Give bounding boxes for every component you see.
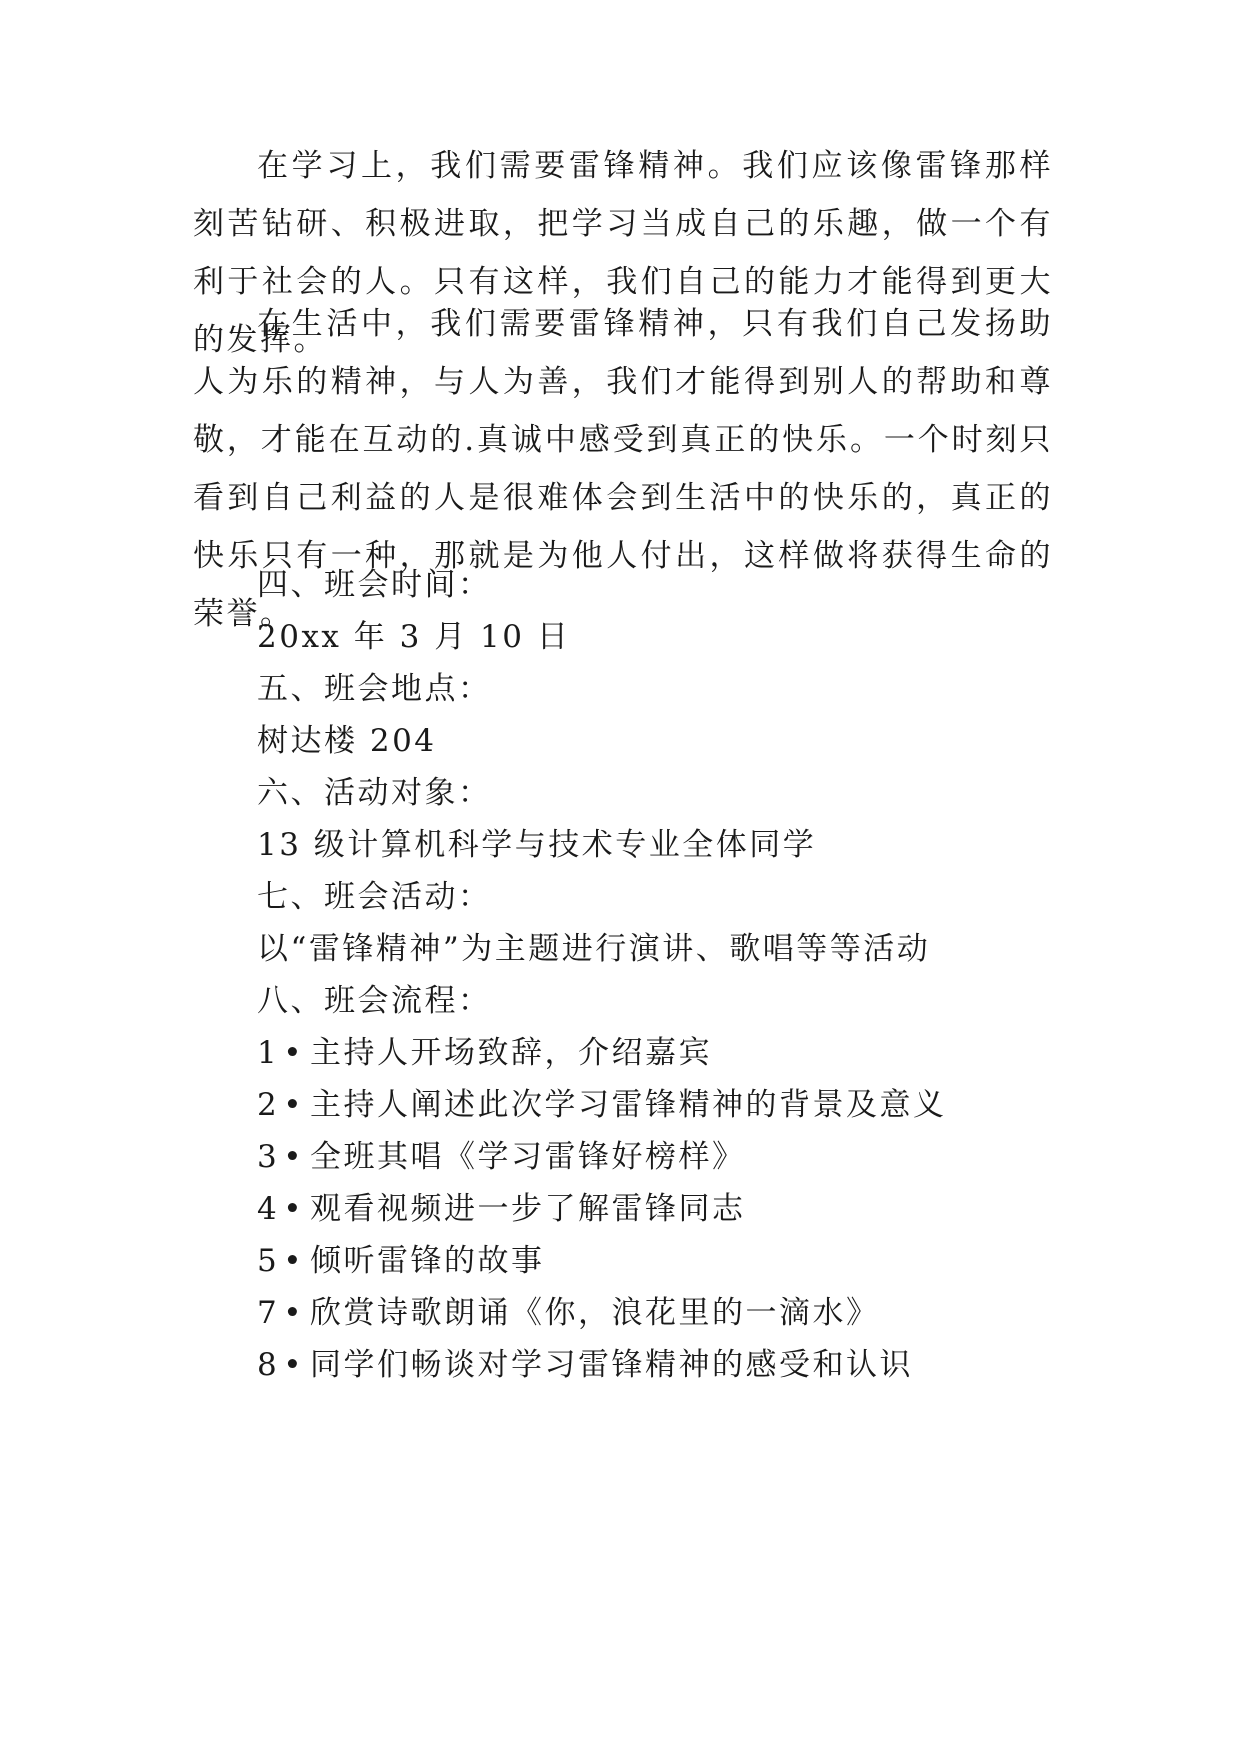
flow-item [257,1180,746,1238]
bullet-icon: • [283,1243,305,1279]
section-activity-heading: 七、班会活动： [257,879,492,915]
flow-item-text: 同学们畅谈对学习雷锋精神的感受和认识 [310,1347,914,1383]
bullet-icon: • [283,1347,305,1383]
flow-item [257,1024,712,1082]
flow-item [257,1128,746,1186]
flow-item-number: 5 [257,1243,280,1279]
section-target-value: 13 级计算机科学与技术专业全体同学 [257,827,817,863]
section-time-heading: 四、班会时间： [257,567,492,603]
flow-item [257,1336,913,1394]
bullet-icon: • [283,1035,305,1071]
flow-item [257,1284,880,1342]
flow-item-number: 4 [257,1191,280,1227]
flow-item-text: 欣赏诗歌朗诵《你，浪花里的一滴水》 [310,1295,880,1331]
flow-item [257,1232,545,1290]
bullet-icon: • [283,1139,305,1175]
paragraph-life: 在生活中，我们需要雷锋精神，只有我们自己发扬助人为乐的精神，与人为善，我们才能得到别人的帮助和尊敬，才能在互动的.真诚中感受到真正的快乐。一个时刻只看到自己利益的人是很难体会到生活中的快乐的，真正的快乐只有一种，那就是为他人付出，这样做将获得生命的荣誉。 [193,306,1053,632]
flow-item-text: 主持人开场致辞，介绍嘉宾 [310,1035,713,1071]
section-place-value: 树达楼 204 [257,723,437,759]
flow-item-text: 倾听雷锋的故事 [310,1243,545,1279]
flow-item-number: 2 [257,1087,280,1123]
bullet-icon: • [283,1087,305,1123]
section-flow-heading: 八、班会流程： [257,983,492,1019]
flow-item-number: 7 [257,1295,280,1331]
flow-item-text: 全班其唱《学习雷锋好榜样》 [310,1139,746,1175]
flow-item-number: 3 [257,1139,280,1175]
bullet-icon: • [283,1295,305,1331]
flow-item-number: 8 [257,1347,280,1383]
section-place-heading: 五、班会地点： [257,671,492,707]
section-time-value: 20xx 年 3 月 10 日 [257,619,571,655]
flow-item-number: 1 [257,1035,280,1071]
paragraph-study: 在学习上，我们需要雷锋精神。我们应该像雷锋那样刻苦钻研、积极进取，把学习当成自己的乐趣，做一个有利于社会的人。只有这样，我们自己的能力才能得到更大的发挥。 [193,148,1053,358]
flow-item-text: 主持人阐述此次学习雷锋精神的背景及意义 [310,1087,947,1123]
bullet-icon: • [283,1191,305,1227]
section-target-heading: 六、活动对象： [257,775,492,811]
flow-item-text: 观看视频进一步了解雷锋同志 [310,1191,746,1227]
flow-item [257,1076,947,1134]
section-activity-value: 以“雷锋精神”为主题进行演讲、歌唱等等活动 [257,931,931,967]
